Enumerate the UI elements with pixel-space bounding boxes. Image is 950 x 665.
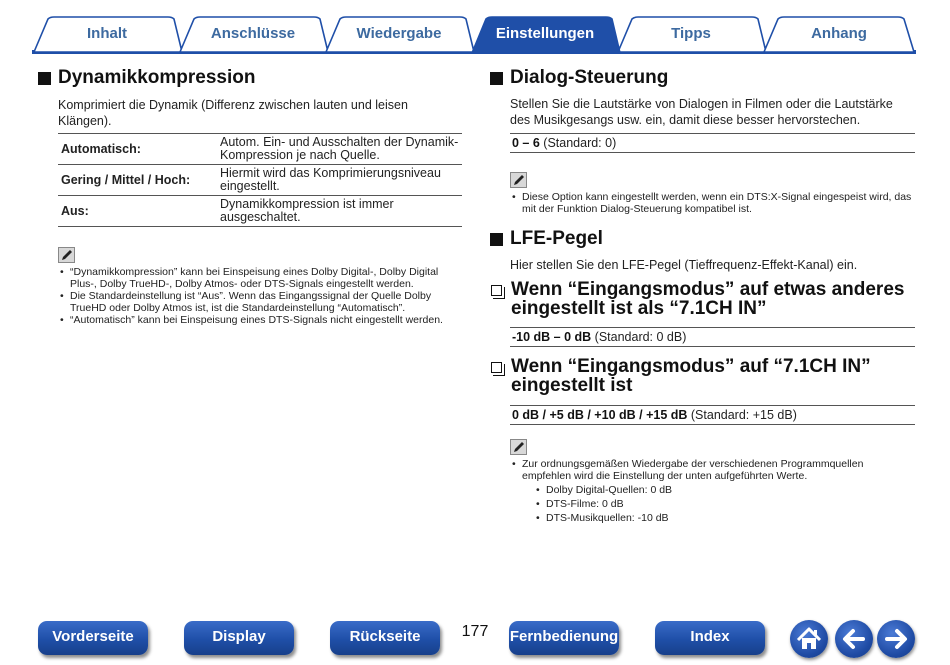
square-bullet-icon [490, 72, 503, 85]
section-heading [38, 67, 462, 89]
tab-bar [32, 16, 916, 54]
right-column [490, 62, 915, 524]
list-item: • “Automatisch” kann bei Einspeisung eines DTS-Signals nicht eingestellt werden. [60, 314, 460, 326]
index-button[interactable]: Index [655, 621, 765, 655]
recommended-values [536, 484, 912, 524]
checkbox-bullet-icon [491, 362, 502, 373]
display-button[interactable]: Display [184, 621, 294, 655]
section-heading [490, 67, 915, 89]
checkbox-bullet-icon [491, 285, 502, 296]
table-row [58, 134, 462, 165]
tab-tipps[interactable]: Tipps [671, 25, 711, 42]
arrow-right-icon[interactable] [877, 620, 915, 658]
range-default: (Standard: 0 dB) [591, 330, 687, 344]
range-value: -10 dB – 0 dB [512, 330, 592, 344]
list-item: • Dolby Digital-Quellen: 0 dB [536, 484, 912, 496]
list-item: • Diese Option kann eingestellt werden, wenn ein DTS:X-Signal eingespeist wird, das mit der Funktion Dialog-Steuerung kompatibel ist. [512, 191, 912, 215]
list-item [512, 458, 912, 524]
arrow-left-icon[interactable] [835, 620, 873, 658]
subsection-heading [490, 280, 915, 318]
lfe-sub1-heading: Wenn “Eingangsmodus” auf etwas anderes eingestellt ist als “7.1CH IN” [511, 279, 905, 319]
rear-panel-button[interactable]: Rückseite [330, 621, 440, 655]
pencil-note-icon [58, 247, 75, 263]
dialog-control-heading: Dialog-Steuerung [510, 67, 669, 88]
range-default: (Standard: 0) [539, 136, 617, 150]
list-item: • Die Standardeinstellung ist “Aus”. Wenn das Eingangssignal der Quelle Dolby TrueHD oder Dolby Atmos ist, ist die Standardeinstellung “Automatisch”. [60, 290, 460, 314]
tab-einstellungen[interactable]: Einstellungen [495, 25, 595, 42]
option-desc: Dynamikkompression ist immer ausgeschaltet. [218, 196, 462, 227]
options-table [58, 133, 462, 227]
lfe-range-1 [510, 327, 915, 347]
table-row [58, 196, 462, 227]
list-item: • DTS-Musikquellen: -10 dB [536, 512, 912, 524]
option-key: Gering / Mittel / Hoch: [58, 165, 218, 196]
lfe-range-2 [510, 405, 915, 425]
dynamic-compression-heading: Dynamikkompression [58, 67, 256, 88]
pencil-note-icon [510, 172, 527, 188]
option-desc: Autom. Ein- und Ausschalten der Dynamik-Kompression je nach Quelle. [218, 134, 462, 165]
home-icon[interactable] [790, 620, 828, 658]
lfe-note: Zur ordnungsgemäßen Wiedergabe der verschiedenen Programmquellen empfehlen wird die Einstellung der unten aufgeführten Werte. [522, 458, 864, 482]
page-number: 177 [461, 623, 489, 640]
list-item: • “Dynamikkompression” kann bei Einspeisung eines Dolby Digital-, Dolby Digital Plus-, Dolby TrueHD-, Dolby Atmos- oder DTS-Signals eingestellt werden. [60, 266, 460, 290]
front-panel-button[interactable]: Vorderseite [38, 621, 148, 655]
tab-anhang[interactable]: Anhang [811, 25, 867, 42]
dialog-range [510, 133, 915, 153]
notes-list [512, 191, 912, 215]
tab-wiedergabe[interactable]: Wiedergabe [356, 25, 442, 42]
section-heading [490, 228, 915, 250]
list-item: • DTS-Filme: 0 dB [536, 498, 912, 510]
square-bullet-icon [38, 72, 51, 85]
tab-inhalt[interactable]: Inhalt [87, 25, 127, 42]
left-column [38, 62, 462, 326]
option-desc: Hiermit wird das Komprimierungsniveau eingestellt. [218, 165, 462, 196]
dialog-control-intro: Stellen Sie die Lautstärke von Dialogen in Filmen oder die Lautstärke des Musikgesangs usw. ein, damit diese besser hervorstechen. [510, 97, 893, 127]
tab-anschluesse[interactable]: Anschlüsse [210, 25, 296, 42]
subsection-heading [490, 357, 915, 395]
notes-list [512, 458, 912, 524]
lfe-intro: Hier stellen Sie den LFE-Pegel (Tieffrequenz-Effekt-Kanal) ein. [510, 258, 858, 272]
range-value: 0 – 6 [512, 136, 540, 150]
range-value: 0 dB / +5 dB / +10 dB / +15 dB [512, 408, 688, 422]
table-row [58, 165, 462, 196]
square-bullet-icon [490, 233, 503, 246]
remote-control-button[interactable]: Fernbedienung [509, 621, 619, 655]
lfe-sub2-heading: Wenn “Eingangsmodus” auf “7.1CH IN” eingestellt ist [511, 356, 871, 396]
option-key: Aus: [58, 196, 218, 227]
notes-list [60, 266, 460, 326]
pencil-note-icon [510, 439, 527, 455]
range-default: (Standard: +15 dB) [687, 408, 797, 422]
option-key: Automatisch: [58, 134, 218, 165]
lfe-level-heading: LFE-Pegel [510, 228, 603, 249]
dynamic-compression-intro: Komprimiert die Dynamik (Differenz zwischen lauten und leisen Klängen). [58, 98, 408, 128]
